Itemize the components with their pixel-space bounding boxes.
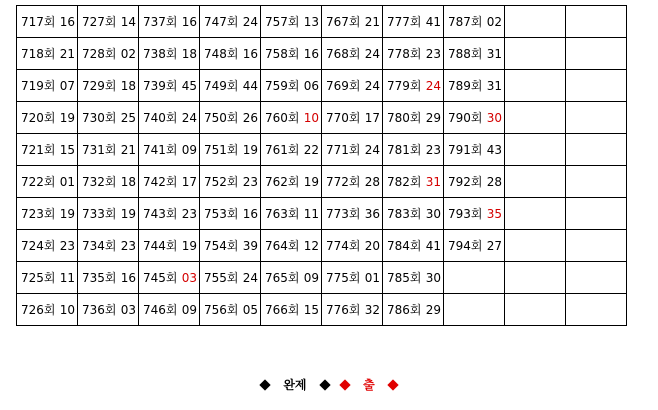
draw-number: 784회	[387, 239, 422, 253]
draw-number: 733회	[82, 207, 117, 221]
result-cell	[200, 262, 261, 294]
ball-number: 18	[120, 78, 136, 93]
draw-number: 724회	[21, 239, 56, 253]
result-cell	[505, 38, 566, 70]
result-cell	[200, 230, 261, 262]
ball-number: 09	[303, 270, 319, 285]
ball-number: 01	[59, 174, 75, 189]
draw-number: 750회	[204, 111, 239, 125]
ball-number: 24	[242, 270, 258, 285]
ball-number: 07	[59, 78, 75, 93]
black-diamond-icon	[259, 379, 270, 390]
table-row	[17, 294, 627, 326]
result-cell	[444, 294, 505, 326]
ball-number: 22	[303, 142, 319, 157]
draw-number: 793회	[448, 207, 483, 221]
draw-number: 753회	[204, 207, 239, 221]
draw-number: 729회	[82, 79, 117, 93]
legend	[0, 376, 658, 393]
result-cell	[17, 134, 78, 166]
result-cell	[322, 6, 383, 38]
result-cell	[566, 70, 627, 102]
result-cell	[444, 134, 505, 166]
ball-number: 16	[120, 270, 136, 285]
ball-number: 10	[303, 110, 319, 125]
ball-number: 16	[181, 14, 197, 29]
draw-number: 790회	[448, 111, 483, 125]
result-cell	[566, 198, 627, 230]
result-cell	[261, 262, 322, 294]
legend-red-label: 출	[363, 378, 375, 392]
draw-number: 725회	[21, 271, 56, 285]
ball-number: 11	[303, 206, 319, 221]
ball-number: 19	[242, 142, 258, 157]
result-cell	[78, 6, 139, 38]
table-row	[17, 230, 627, 262]
result-cell	[17, 166, 78, 198]
ball-number: 21	[59, 46, 75, 61]
result-cell	[139, 230, 200, 262]
result-cell	[444, 70, 505, 102]
draw-number: 734회	[82, 239, 117, 253]
result-cell	[444, 38, 505, 70]
result-cell	[17, 38, 78, 70]
result-cell	[261, 166, 322, 198]
table-row	[17, 166, 627, 198]
result-cell	[505, 70, 566, 102]
draw-number: 788회	[448, 47, 483, 61]
result-cell	[139, 262, 200, 294]
ball-number: 30	[486, 110, 502, 125]
draw-number: 785회	[387, 271, 422, 285]
result-cell	[383, 6, 444, 38]
ball-number: 44	[242, 78, 258, 93]
table-row	[17, 134, 627, 166]
ball-number: 21	[364, 14, 380, 29]
result-cell	[139, 6, 200, 38]
result-cell	[505, 198, 566, 230]
draw-number: 775회	[326, 271, 361, 285]
draw-number: 781회	[387, 143, 422, 157]
draw-number: 735회	[82, 271, 117, 285]
result-cell	[505, 134, 566, 166]
draw-number: 794회	[448, 239, 483, 253]
ball-number: 13	[303, 14, 319, 29]
draw-number: 726회	[21, 303, 56, 317]
red-diamond-icon	[387, 379, 398, 390]
ball-number: 17	[181, 174, 197, 189]
ball-number: 23	[425, 46, 441, 61]
draw-number: 748회	[204, 47, 239, 61]
result-cell	[139, 134, 200, 166]
ball-number: 23	[120, 238, 136, 253]
draw-number: 778회	[387, 47, 422, 61]
result-cell	[139, 294, 200, 326]
result-cell	[78, 70, 139, 102]
draw-number: 774회	[326, 239, 361, 253]
draw-number: 770회	[326, 111, 361, 125]
draw-number: 755회	[204, 271, 239, 285]
table-row	[17, 6, 627, 38]
result-cell	[444, 166, 505, 198]
ball-number: 02	[486, 14, 502, 29]
ball-number: 25	[120, 110, 136, 125]
draw-number: 783회	[387, 207, 422, 221]
draw-number: 792회	[448, 175, 483, 189]
table-row	[17, 70, 627, 102]
ball-number: 24	[181, 110, 197, 125]
result-cell	[17, 6, 78, 38]
result-cell	[505, 294, 566, 326]
ball-number: 19	[120, 206, 136, 221]
draw-number: 722회	[21, 175, 56, 189]
result-cell	[505, 230, 566, 262]
ball-number: 31	[486, 46, 502, 61]
result-cell	[200, 294, 261, 326]
result-cell	[139, 102, 200, 134]
ball-number: 14	[120, 14, 136, 29]
ball-number: 16	[303, 46, 319, 61]
ball-number: 24	[425, 78, 441, 93]
result-cell	[505, 166, 566, 198]
draw-number: 745회	[143, 271, 178, 285]
ball-number: 19	[59, 206, 75, 221]
result-cell	[78, 38, 139, 70]
table-row	[17, 102, 627, 134]
result-cell	[566, 166, 627, 198]
ball-number: 03	[120, 302, 136, 317]
result-cell	[322, 166, 383, 198]
result-cell	[444, 262, 505, 294]
ball-number: 18	[120, 174, 136, 189]
ball-number: 24	[364, 142, 380, 157]
ball-number: 27	[486, 238, 502, 253]
ball-number: 21	[120, 142, 136, 157]
draw-number: 727회	[82, 15, 117, 29]
ball-number: 12	[303, 238, 319, 253]
ball-number: 19	[303, 174, 319, 189]
ball-number: 41	[425, 238, 441, 253]
ball-number: 10	[59, 302, 75, 317]
draw-number: 759회	[265, 79, 300, 93]
draw-number: 772회	[326, 175, 361, 189]
result-cell	[78, 134, 139, 166]
draw-number: 780회	[387, 111, 422, 125]
ball-number: 30	[425, 270, 441, 285]
result-cell	[566, 230, 627, 262]
draw-number: 744회	[143, 239, 178, 253]
draw-number: 740회	[143, 111, 178, 125]
draw-number: 723회	[21, 207, 56, 221]
result-cell	[17, 230, 78, 262]
table-row	[17, 198, 627, 230]
ball-number: 23	[242, 174, 258, 189]
draw-number: 739회	[143, 79, 178, 93]
result-cell	[261, 134, 322, 166]
ball-number: 09	[181, 142, 197, 157]
draw-number: 777회	[387, 15, 422, 29]
draw-number: 758회	[265, 47, 300, 61]
ball-number: 20	[364, 238, 380, 253]
result-cell	[200, 38, 261, 70]
draw-number: 764회	[265, 239, 300, 253]
ball-number: 35	[486, 206, 502, 221]
result-cell	[200, 134, 261, 166]
result-cell	[200, 6, 261, 38]
result-cell	[139, 38, 200, 70]
draw-number: 768회	[326, 47, 361, 61]
draw-number: 738회	[143, 47, 178, 61]
result-cell	[566, 102, 627, 134]
result-cell	[139, 166, 200, 198]
ball-number: 36	[364, 206, 380, 221]
table-row	[17, 38, 627, 70]
draw-number: 756회	[204, 303, 239, 317]
ball-number: 11	[59, 270, 75, 285]
ball-number: 16	[59, 14, 75, 29]
draw-number: 765회	[265, 271, 300, 285]
result-cell	[505, 262, 566, 294]
result-cell	[200, 166, 261, 198]
result-cell	[383, 294, 444, 326]
result-cell	[322, 294, 383, 326]
draw-number: 791회	[448, 143, 483, 157]
result-cell	[261, 294, 322, 326]
result-cell	[383, 166, 444, 198]
ball-number: 41	[425, 14, 441, 29]
ball-number: 23	[425, 142, 441, 157]
ball-number: 28	[364, 174, 380, 189]
result-cell	[566, 134, 627, 166]
result-cell	[322, 134, 383, 166]
draw-number: 742회	[143, 175, 178, 189]
draw-number: 743회	[143, 207, 178, 221]
result-cell	[505, 6, 566, 38]
result-cell	[17, 198, 78, 230]
result-cell	[200, 102, 261, 134]
draw-number: 737회	[143, 15, 178, 29]
ball-number: 16	[242, 206, 258, 221]
draw-number: 782회	[387, 175, 422, 189]
result-cell	[444, 198, 505, 230]
draw-number: 747회	[204, 15, 239, 29]
ball-number: 29	[425, 302, 441, 317]
draw-number: 776회	[326, 303, 361, 317]
draw-number: 728회	[82, 47, 117, 61]
ball-number: 03	[181, 270, 197, 285]
ball-number: 09	[181, 302, 197, 317]
result-cell	[17, 102, 78, 134]
ball-number: 24	[364, 78, 380, 93]
black-diamond-icon	[319, 379, 330, 390]
draw-number: 718회	[21, 47, 56, 61]
legend-black-label: 완제	[283, 378, 307, 392]
result-cell	[78, 198, 139, 230]
result-cell	[383, 134, 444, 166]
result-cell	[383, 198, 444, 230]
result-cell	[78, 262, 139, 294]
draw-number: 732회	[82, 175, 117, 189]
draw-number: 751회	[204, 143, 239, 157]
ball-number: 01	[364, 270, 380, 285]
result-cell	[444, 102, 505, 134]
draw-number: 767회	[326, 15, 361, 29]
table-row	[17, 262, 627, 294]
result-cell	[322, 262, 383, 294]
result-cell	[139, 198, 200, 230]
ball-number: 23	[181, 206, 197, 221]
draw-number: 754회	[204, 239, 239, 253]
result-cell	[200, 198, 261, 230]
result-cell	[17, 70, 78, 102]
ball-number: 39	[242, 238, 258, 253]
draw-number: 717회	[21, 15, 56, 29]
draw-number: 762회	[265, 175, 300, 189]
result-cell	[78, 230, 139, 262]
ball-number: 32	[364, 302, 380, 317]
ball-number: 24	[364, 46, 380, 61]
ball-number: 16	[242, 46, 258, 61]
ball-number: 19	[181, 238, 197, 253]
result-cell	[78, 166, 139, 198]
ball-number: 23	[59, 238, 75, 253]
draw-number: 763회	[265, 207, 300, 221]
result-cell	[383, 38, 444, 70]
result-cell	[17, 294, 78, 326]
result-cell	[566, 38, 627, 70]
ball-number: 43	[486, 142, 502, 157]
ball-number: 31	[486, 78, 502, 93]
ball-number: 31	[425, 174, 441, 189]
red-diamond-icon	[339, 379, 350, 390]
draw-number: 731회	[82, 143, 117, 157]
result-cell	[261, 70, 322, 102]
result-cell	[383, 70, 444, 102]
draw-number: 769회	[326, 79, 361, 93]
result-cell	[261, 198, 322, 230]
draw-number: 787회	[448, 15, 483, 29]
result-cell	[322, 102, 383, 134]
draw-number: 720회	[21, 111, 56, 125]
draw-number: 730회	[82, 111, 117, 125]
result-cell	[78, 102, 139, 134]
draw-number: 786회	[387, 303, 422, 317]
result-cell	[566, 6, 627, 38]
draw-number: 779회	[387, 79, 422, 93]
result-cell	[78, 294, 139, 326]
result-cell	[566, 294, 627, 326]
draw-number: 766회	[265, 303, 300, 317]
result-cell	[383, 262, 444, 294]
result-cell	[261, 102, 322, 134]
ball-number: 19	[59, 110, 75, 125]
result-cell	[505, 102, 566, 134]
result-cell	[261, 38, 322, 70]
draw-number: 773회	[326, 207, 361, 221]
draw-number: 741회	[143, 143, 178, 157]
result-cell	[261, 230, 322, 262]
result-cell	[566, 262, 627, 294]
result-cell	[261, 6, 322, 38]
draw-number: 789회	[448, 79, 483, 93]
draw-number: 746회	[143, 303, 178, 317]
result-cell	[322, 198, 383, 230]
result-cell	[139, 70, 200, 102]
ball-number: 18	[181, 46, 197, 61]
result-cell	[383, 230, 444, 262]
draw-number: 771회	[326, 143, 361, 157]
ball-number: 05	[242, 302, 258, 317]
result-cell	[322, 70, 383, 102]
ball-number: 45	[181, 78, 197, 93]
result-cell	[383, 102, 444, 134]
ball-number: 26	[242, 110, 258, 125]
draw-number: 721회	[21, 143, 56, 157]
result-cell	[322, 38, 383, 70]
result-cell	[444, 230, 505, 262]
result-cell	[200, 70, 261, 102]
draw-number: 719회	[21, 79, 56, 93]
draw-number: 736회	[82, 303, 117, 317]
ball-number: 24	[242, 14, 258, 29]
draw-number: 752회	[204, 175, 239, 189]
ball-number: 17	[364, 110, 380, 125]
draw-number: 749회	[204, 79, 239, 93]
result-cell	[444, 6, 505, 38]
draw-number: 760회	[265, 111, 300, 125]
ball-number: 15	[59, 142, 75, 157]
ball-number: 28	[486, 174, 502, 189]
ball-number: 15	[303, 302, 319, 317]
result-cell	[322, 230, 383, 262]
ball-number: 06	[303, 78, 319, 93]
result-cell	[17, 262, 78, 294]
draw-number: 761회	[265, 143, 300, 157]
draw-number: 757회	[265, 15, 300, 29]
ball-number: 30	[425, 206, 441, 221]
ball-number: 29	[425, 110, 441, 125]
ball-number: 02	[120, 46, 136, 61]
draw-results-table	[16, 5, 627, 326]
